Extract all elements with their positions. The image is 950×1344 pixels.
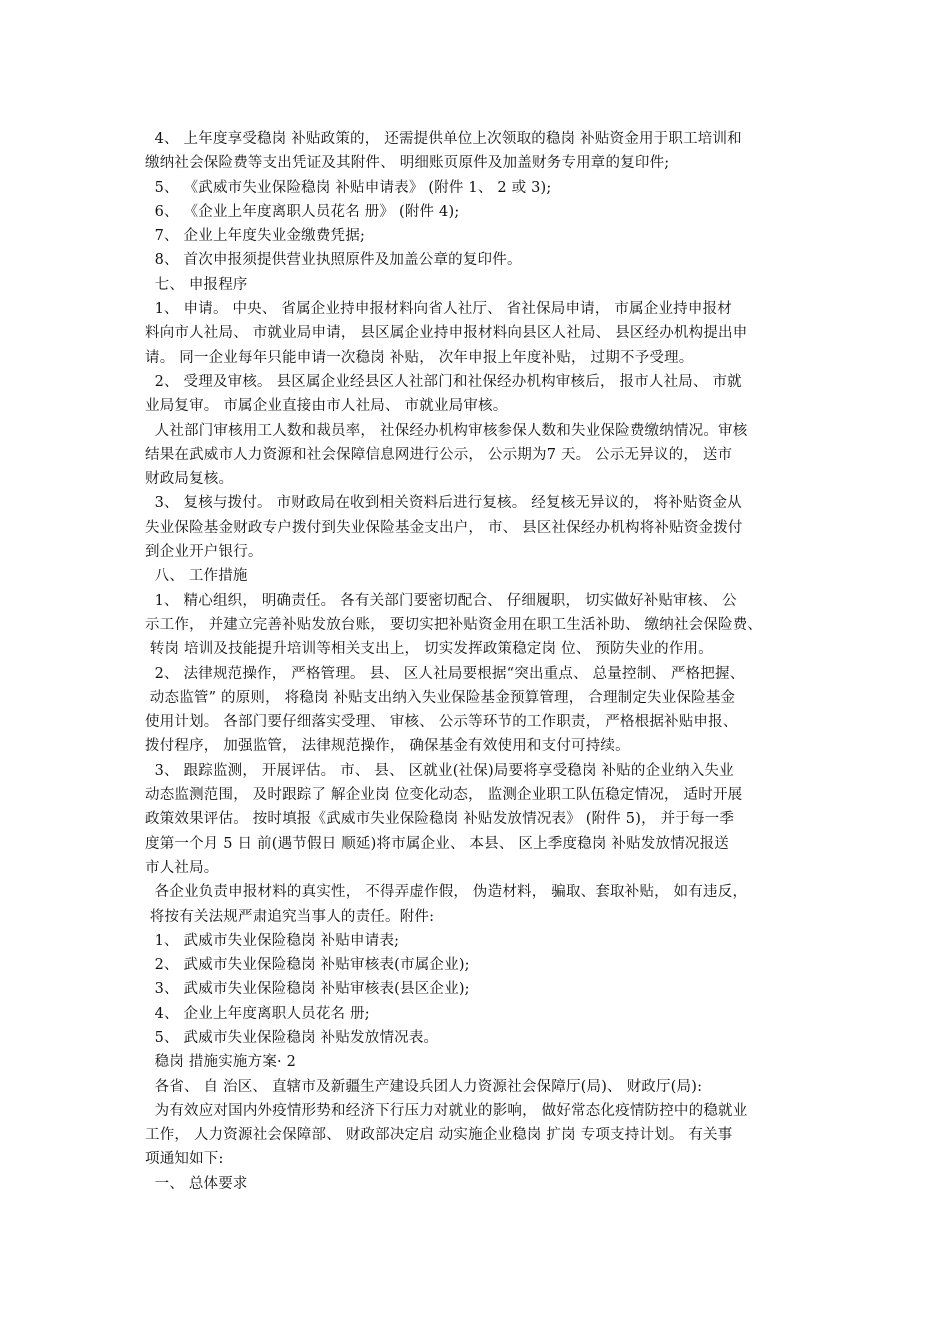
text-line: 拨付程序， 加强监管， 法律规范操作， 确保基金有效使用和支付可持续。 bbox=[145, 738, 630, 755]
text-line: 市人社局。 bbox=[145, 859, 219, 876]
text-line: 1、 精心组织， 明确责任。 各有关部门要密切配合、 仔细履职， 切实做好补贴审核、 公 bbox=[145, 592, 737, 609]
document-body bbox=[145, 127, 825, 1196]
text-line: 工作， 人力资源社会保障部、 财政部决定启 动实施企业稳岗 扩岗 专项支持计划。 有关事 bbox=[145, 1127, 733, 1144]
section-heading: 一、 总体要求 bbox=[145, 1175, 248, 1192]
text-line: 到企业开户银行。 bbox=[145, 544, 263, 561]
document-subtitle: 稳岗 措施实施方案· 2 bbox=[145, 1054, 297, 1071]
text-line: 3、 跟踪监测， 开展评估。 市、 县、 区就业(社保)局要将享受稳岗 补贴的企业纳入失业 bbox=[145, 762, 734, 779]
text-line: 8、 首次申报须提供营业执照原件及加盖公章的复印件。 bbox=[145, 252, 522, 269]
text-line: 7、 企业上年度失业金缴费凭据; bbox=[145, 228, 366, 245]
text-line: 项通知如下: bbox=[145, 1151, 224, 1168]
text-line: 1、 申请。 中央、 省属企业持申报材料向省人社厅、 省社保局申请， 市属企业持申报材 bbox=[145, 301, 732, 318]
text-line: 3、 复核与拨付。 市财政局在收到相关资料后进行复核。 经复核无异议的， 将补贴资金从 bbox=[145, 495, 742, 512]
attachment-item: 5、 武威市失业保险稳岗 补贴发放情况表。 bbox=[145, 1029, 439, 1046]
text-line: 结果在武威市人力资源和社会保障信息网进行公示， 公示期为7 天。 公示无异议的， 送市 bbox=[145, 446, 733, 463]
text-line: 各企业负责申报材料的真实性， 不得弄虚作假， 伪造材料， 骗取、套取补贴， 如有违反， bbox=[145, 884, 748, 901]
text-line: 2、 法律规范操作， 严格管理。 县、 区人社局要根据“突出重点、 总量控制、 严格把握、 bbox=[145, 665, 745, 682]
attachment-item: 2、 武威市失业保险稳岗 补贴审核表(市属企业); bbox=[145, 957, 470, 974]
text-line: 将按有关法规严肃追究当事人的责任。附件: bbox=[145, 908, 435, 925]
section-heading: 七、 申报程序 bbox=[145, 276, 248, 293]
text-line: 6、 《企业上年度离职人员花名 册》 (附件 4); bbox=[145, 203, 460, 220]
attachment-item: 3、 武威市失业保险稳岗 补贴审核表(县区企业); bbox=[145, 981, 470, 998]
text-line: 人社部门审核用工人数和裁员率， 社保经办机构审核参保人数和失业保险费缴纳情况。审核 bbox=[145, 422, 748, 439]
text-line: 财政局复核。 bbox=[145, 471, 234, 488]
text-line: 请。 同一企业每年只能申请一次稳岗 补贴， 次年申报上年度补贴， 过期不予受理。 bbox=[145, 349, 694, 366]
text-line: 转岗 培训及技能提升培训等相关支出上， 切实发挥政策稳定岗 位、 预防失业的作用。 bbox=[145, 641, 713, 658]
text-line: 失业保险基金财政专户拨付到失业保险基金支出户， 市、 县区社保经办机构将补贴资金拨付 bbox=[145, 519, 743, 536]
text-line: 示工作， 并建立完善补贴发放台账， 要切实把补贴资金用在职工生活补助、 缴纳社会保险费、 bbox=[145, 616, 763, 633]
attachment-item: 4、 企业上年度离职人员花名 册; bbox=[145, 1005, 370, 1022]
text-line: 使用计划。 各部门要仔细落实受理、 审核、 公示等环节的工作职责， 严格根据补贴申报、 bbox=[145, 714, 738, 731]
text-line: 为有效应对国内外疫情形势和经济下行压力对就业的影响， 做好常态化疫情防控中的稳就业 bbox=[145, 1102, 748, 1119]
section-heading: 八、 工作措施 bbox=[145, 568, 248, 585]
text-line: 动态监测范围， 及时跟踪了 解企业岗 位变化动态， 监测企业职工队伍稳定情况， 适时开展 bbox=[145, 787, 743, 804]
text-line: 动态监管” 的原则， 将稳岗 补贴支出纳入失业保险基金预算管理， 合理制定失业保险基金 bbox=[145, 689, 736, 706]
text-line: 料向市人社局、 市就业局申请， 县区属企业持申报材料向县区人社局、 县区经办机构提出申 bbox=[145, 325, 748, 342]
text-line: 2、 受理及审核。 县区属企业经县区人社部门和社保经办机构审核后， 报市人社局、 市就 bbox=[145, 373, 742, 390]
text-line: 各省、 自 治区、 直辖市及新疆生产建设兵团人力资源社会保障厅(局)、 财政厅(局): bbox=[145, 1078, 703, 1095]
text-line: 度第一个月 5 日 前(遇节假日 顺延)将市属企业、 本县、 区上季度稳岗 补贴发放情况报送 bbox=[145, 835, 729, 852]
text-line: 业局复审。 市属企业直接由市人社局、 市就业局审核。 bbox=[145, 398, 508, 415]
text-line: 5、 《武威市失业保险稳岗 补贴申请表》 (附件 1、 2 或 3); bbox=[145, 179, 552, 196]
text-line: 4、 上年度享受稳岗 补贴政策的， 还需提供单位上次领取的稳岗 补贴资金用于职工培训和 bbox=[145, 131, 742, 147]
attachment-item: 1、 武威市失业保险稳岗 补贴申请表; bbox=[145, 932, 400, 949]
text-line: 政策效果评估。 按时填报《武威市失业保险稳岗 补贴发放情况表》 (附件 5)， 并于每一季 bbox=[145, 811, 735, 828]
text-line: 缴纳社会保险费等支出凭证及其附件、 明细账页原件及加盖财务专用章的复印件; bbox=[145, 155, 670, 172]
